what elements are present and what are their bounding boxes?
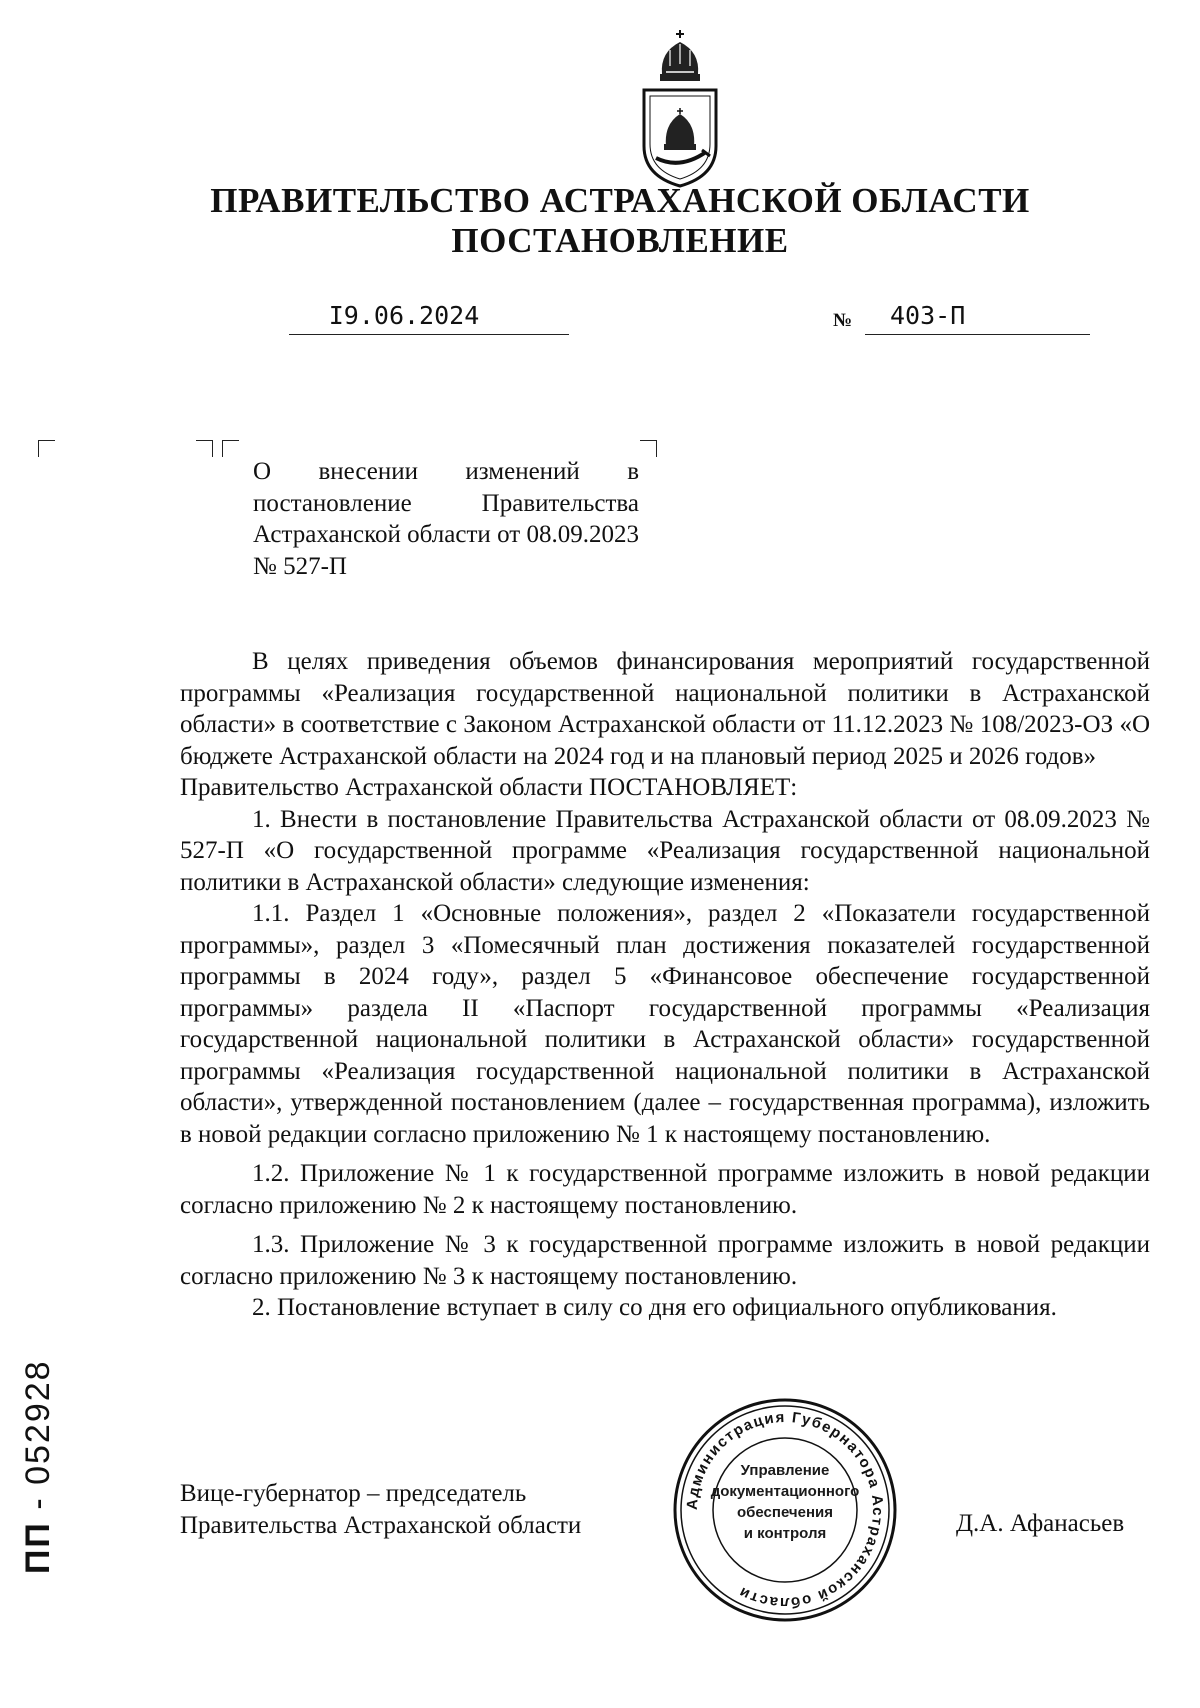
serial-prefix: ПП xyxy=(19,1521,57,1574)
organization-title: ПРАВИТЕЛЬСТВО АСТРАХАНСКОЙ ОБЛАСТИ xyxy=(210,181,1030,220)
subject-corner-mark xyxy=(38,440,55,457)
signer-position xyxy=(180,1478,640,1541)
subject-corner-mark xyxy=(196,440,213,457)
stamp-line: Управление xyxy=(740,1462,830,1479)
stamp-center-text xyxy=(700,1460,870,1544)
item-1-2: 1.2. Приложение № 1 к государственной программе изложить в новой редакции согласно приложению № 2 к настоящему постановлению. xyxy=(180,1160,1150,1219)
preamble-paragraph: В целях приведения объемов финансирования мероприятий государственной программы «Реализация государственной национальной политики в Астраханской области» в соответствие с Законом Астраханской области от 11.12.2023 № 108/2023-ОЗ «О бюджете Астраханской области на 2024 год и на плановый период 2025 и 2026 годов» xyxy=(180,648,1150,770)
stamp-ring-text: Администрация Губернатора Астраханской области xyxy=(683,1408,887,1612)
item-1-1: 1.1. Раздел 1 «Основные положения», раздел 2 «Показатели государственной программы», раздел 3 «Помесячный план достижения показателей государственной программы в 2024 году», раздел 5 «Финансовое обеспечение государственной программы» раздела II «Паспорт государственной программы «Реализация государственной национальной политики в Астраханской области» государственной программы «Реализация государственной национальной политики в Астраханской области», утвержденной постановлением (далее – государственная программа), изложить в новой редакции согласно приложению № 1 к настоящему постановлению. xyxy=(180,900,1150,1148)
item-1-3: 1.3. Приложение № 3 к государственной программе изложить в новой редакции согласно приложению № 3 к настоящему постановлению. xyxy=(180,1231,1150,1290)
stamp-line: обеспечения xyxy=(736,1504,834,1521)
stamp-line: и контроля xyxy=(743,1525,827,1542)
item-1: 1. Внести в постановление Правительства Астраханской области от 08.09.2023 № 527-П «О государственной программе «Реализация государственной национальной политики в Астраханской области» следующие изменения: xyxy=(180,805,1150,896)
item-2: 2. Постановление вступает в силу со дня его официального опубликования. xyxy=(252,1294,1057,1321)
date-field xyxy=(289,300,569,335)
resolution-clause: Правительство Астраханской области ПОСТАНОВЛЯЕТ: xyxy=(180,774,798,801)
stamp-line: документационного xyxy=(710,1483,860,1500)
document-type-title: ПОСТАНОВЛЕНИЕ xyxy=(451,221,789,260)
document-subject: О внесении изменений в постановление Правительства Астраханской области от 08.09.2023 № 527-П xyxy=(253,458,639,580)
serial-number: - 052928 xyxy=(19,1359,57,1522)
signer-name: Д.А. Афанасьев xyxy=(956,1510,1125,1537)
number-field xyxy=(865,300,1090,335)
subject-corner-mark xyxy=(640,440,657,457)
document-number: 403-П xyxy=(890,301,966,330)
form-serial-number xyxy=(8,1254,68,1574)
signer-position-line: Правительства Астраханской области xyxy=(180,1511,582,1539)
document-body xyxy=(180,646,1150,1324)
signer-position-line: Вице-губернатор – председатель xyxy=(180,1480,527,1507)
document-date: I9.06.2024 xyxy=(328,301,480,330)
subject-corner-mark xyxy=(222,440,239,457)
number-sign: № xyxy=(833,310,853,331)
coat-of-arms-icon xyxy=(640,28,720,190)
